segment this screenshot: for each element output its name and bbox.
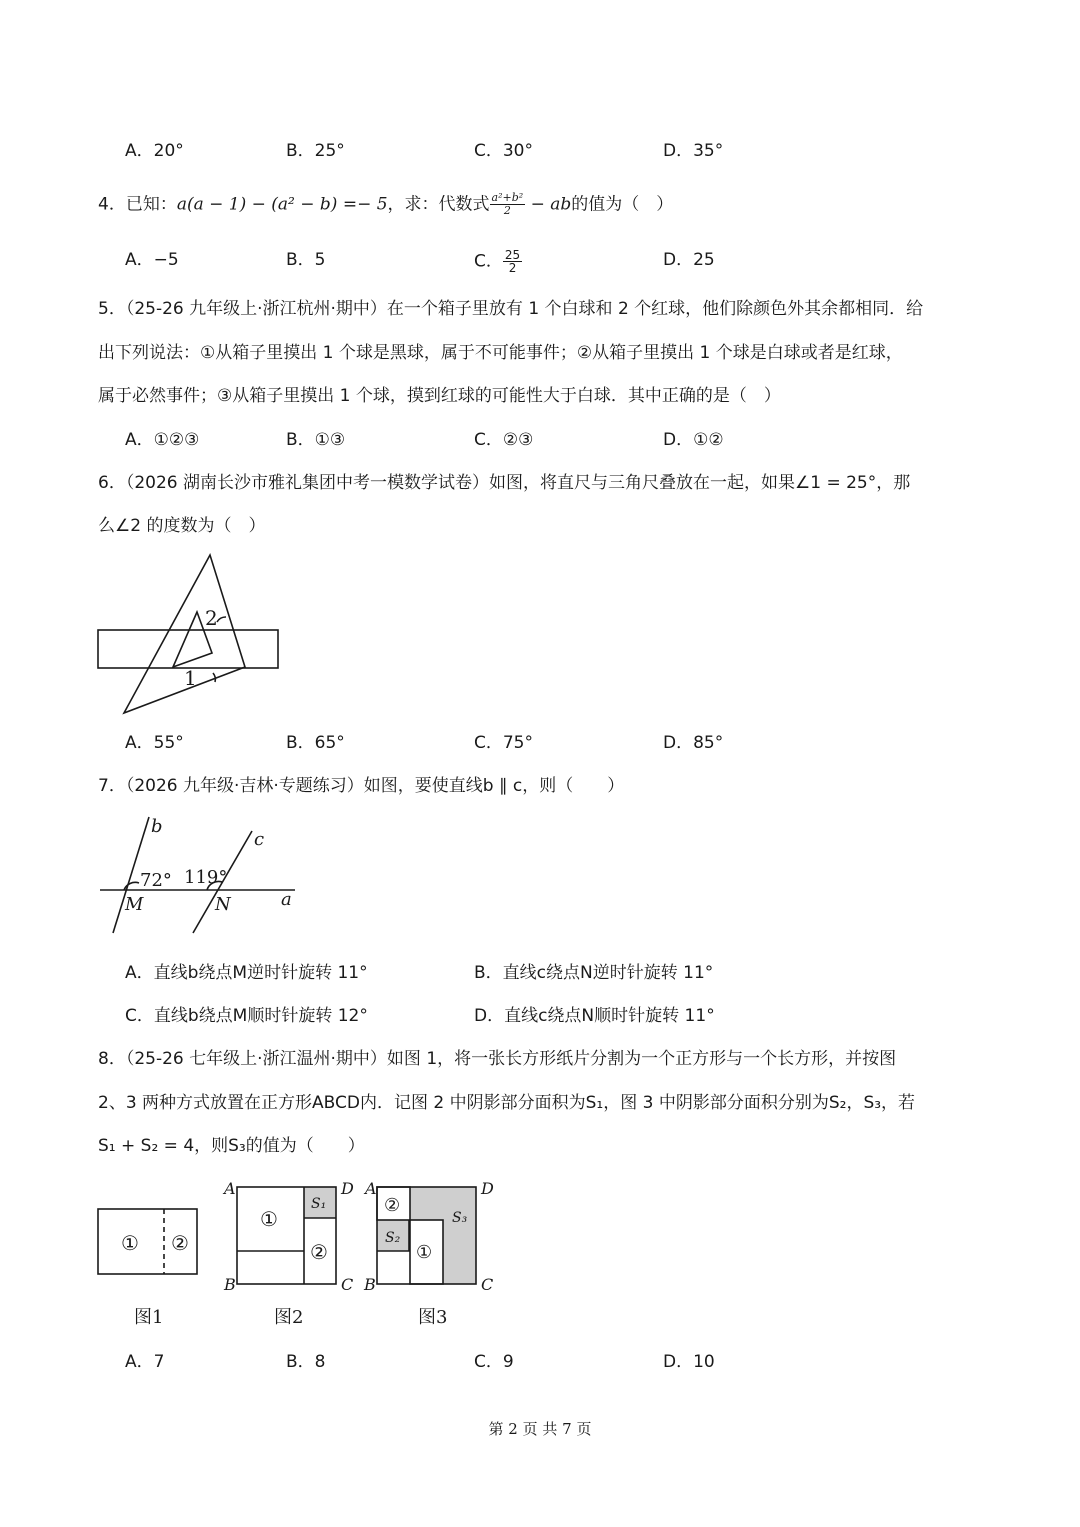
q4-option-b: B．5: [286, 250, 326, 270]
fig1-caption: 图1: [134, 1307, 164, 1328]
fig2-label-d: D: [341, 1179, 354, 1198]
fig3-caption: 图3: [418, 1307, 448, 1328]
q6-label-2: 2: [205, 606, 218, 630]
q5-option-d: D．①②: [663, 430, 724, 450]
q7-option-b: B．直线c绕点N逆时针旋转 11°: [474, 963, 714, 983]
q7-label-119: 119°: [184, 867, 228, 888]
fig3-s2: S₂: [385, 1230, 401, 1246]
fig2-caption: 图2: [274, 1307, 304, 1328]
q4-option-c-den: 2: [508, 261, 517, 275]
fig3-label-d: D: [481, 1179, 494, 1198]
q7-line: 7．（2026 九年级·吉林·专题练习）如图，要使直线b ∥ c，则（ ）: [98, 776, 625, 796]
fig2-label-c: C: [341, 1275, 354, 1294]
q3-option-c: C．30°: [474, 141, 534, 161]
q6-option-a: A．55°: [125, 733, 184, 753]
q4-option-a: A．−5: [125, 250, 179, 270]
q4-mid: ，求：代数式: [387, 194, 490, 215]
q8-option-b: B．8: [286, 1352, 326, 1372]
q7-label-c: c: [254, 829, 265, 850]
q8-line-2: 2、3 两种方式放置在正方形ABCD内．记图 2 中阴影部分面积为S₁，图 3 中阴影部分面积分别为S₂，S₃，若: [98, 1093, 916, 1113]
q4-fraction-num: a²+b²: [491, 191, 524, 204]
fig2-label-b: B: [224, 1275, 236, 1294]
q5-line-1: 5．（25-26 九年级上·浙江杭州·期中）在一个箱子里放有 1 个白球和 2 个红球，他们除颜色外其余都相同．给: [98, 299, 924, 319]
q4-expression-2: − ab: [525, 194, 572, 215]
q7-label-b: b: [151, 816, 163, 837]
q4-expression: a(a − 1) − (a² − b) =− 5: [176, 194, 388, 215]
q8-option-c: C．9: [474, 1352, 514, 1372]
q5-line-3: 属于必然事件；③从箱子里摸出 1 个球，摸到红球的可能性大于白球．其中正确的是（ ）: [98, 386, 781, 406]
fig2-label-a: A: [224, 1179, 236, 1198]
fig3-s3: S₃: [452, 1210, 468, 1226]
fig2-s1: S₁: [311, 1196, 327, 1212]
q5-option-b: B．①③: [286, 430, 346, 450]
q8-line-1: 8．（25-26 七年级上·浙江温州·期中）如图 1，将一张长方形纸片分割为一个正方形与一个长方形，并按图: [98, 1049, 897, 1069]
q6-option-c: C．75°: [474, 733, 534, 753]
q5-option-c: C．②③: [474, 430, 534, 450]
fig1-circ1: ①: [121, 1231, 139, 1255]
q7-label-m: M: [125, 894, 144, 915]
fig2-circ2: ②: [310, 1240, 328, 1264]
fig3-label-a: A: [365, 1179, 377, 1198]
q7-option-a: A．直线b绕点M逆时针旋转 11°: [125, 963, 368, 983]
q6-line-2: 么∠2 的度数为（ ）: [98, 516, 266, 536]
q6-line-1: 6．（2026 湖南长沙市雅礼集团中考一模数学试卷）如图，将直尺与三角尺叠放在一起，如果∠1 = 25°，那: [98, 473, 911, 493]
q7-label-a: a: [281, 889, 292, 910]
q4-prefix: 4．已知：: [98, 194, 177, 215]
q4-option-c-num: 25: [504, 248, 521, 262]
q7-option-d: D．直线c绕点N顺时针旋转 11°: [474, 1006, 715, 1026]
q8-option-d: D．10: [663, 1352, 715, 1372]
page-footer: 第 2 页 共 7 页: [488, 1420, 592, 1438]
q5-option-a: A．①②③: [125, 430, 200, 450]
q4-fraction-den: 2: [503, 204, 511, 217]
fig3-label-b: B: [364, 1275, 376, 1294]
q4-option-d: D．25: [663, 250, 715, 270]
q8-option-a: A．7: [125, 1352, 165, 1372]
q5-line-2: 出下列说法：①从箱子里摸出 1 个球是黑球，属于不可能事件；②从箱子里摸出 1 个球是白球或者是红球，: [98, 343, 903, 363]
q6-label-1: 1: [184, 666, 197, 690]
fig2-circ1: ①: [260, 1207, 278, 1231]
q3-option-d: D．35°: [663, 141, 724, 161]
fig1-circ2: ②: [171, 1231, 189, 1255]
q7-label-n: N: [215, 894, 231, 915]
q4-option-c-label: C．: [474, 251, 503, 272]
fig3-circ1: ①: [416, 1242, 433, 1263]
q3-option-a: A．20°: [125, 141, 184, 161]
q6-option-b: B．65°: [286, 733, 345, 753]
q7-option-c: C．直线b绕点M顺时针旋转 12°: [125, 1006, 368, 1026]
q3-option-b: B．25°: [286, 141, 345, 161]
fig3-circ2: ②: [384, 1195, 401, 1216]
q4-suffix: 的值为（ ）: [571, 194, 674, 215]
q6-option-d: D．85°: [663, 733, 724, 753]
q7-label-72: 72°: [140, 870, 172, 891]
fig3-label-c: C: [481, 1275, 494, 1294]
q8-line-3: S₁ + S₂ = 4，则S₃的值为（ ）: [98, 1136, 365, 1156]
